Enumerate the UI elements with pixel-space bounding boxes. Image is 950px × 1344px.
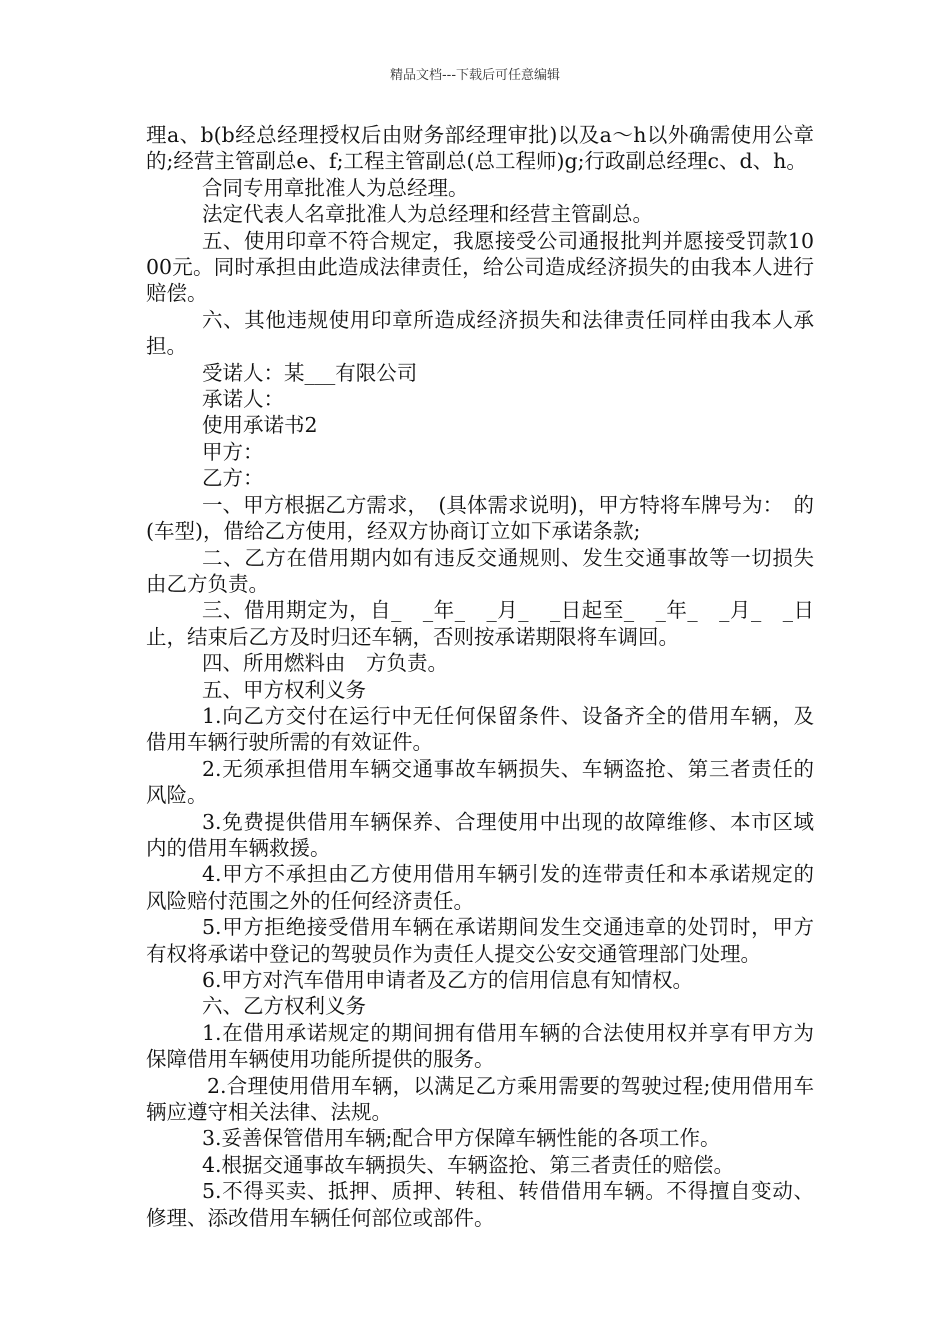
paragraph: 4.甲方不承担由乙方使用借用车辆引发的连带责任和本承诺规定的风险赔付范围之外的任何经济责任。	[146, 862, 814, 913]
paragraph: 合同专用章批准人为总经理。	[202, 175, 469, 200]
paragraph: 受诺人：某___有限公司	[202, 360, 418, 385]
paragraph: 二、乙方在借用期内如有违反交通规则、发生交通事故等一切损失由乙方负责。	[146, 545, 814, 596]
paragraph: 1.向乙方交付在运行中无任何保留条件、设备齐全的借用车辆，及借用车辆行驶所需的有效证件。	[146, 703, 814, 755]
paragraph: 使用承诺书2	[202, 413, 318, 438]
paragraph: 1.在借用承诺规定的期间拥有借用车辆的合法使用权并享有甲方为保障借用车辆使用功能所提供的服务。	[146, 1020, 814, 1072]
paragraph: 3.免费提供借用车辆保养、合理使用中出现的故障维修、本市区域内的借用车辆救援。	[146, 809, 814, 860]
paragraph: 5.甲方拒绝接受借用车辆在承诺期间发生交通违章的处罚时，甲方有权将承诺中登记的驾驶员作为责任人提交公安交通管理部门处理。	[146, 915, 814, 966]
paragraph: 六、乙方权利义务	[202, 994, 366, 1019]
paragraph: 2.合理使用借用车辆，以满足乙方乘用需要的驾驶过程;使用借用车辆应遵守相关法律、法规。	[146, 1073, 814, 1125]
paragraph: 五、甲方权利义务	[202, 677, 366, 702]
paragraph: 3.妥善保管借用车辆;配合甲方保障车辆性能的各项工作。	[202, 1126, 721, 1151]
paragraph: 六、其他违规使用印章所造成经济损失和法律责任同样由我本人承担。	[146, 307, 814, 359]
paragraph: 2.无须承担借用车辆交通事故车辆损失、车辆盗抢、第三者责任的风险。	[146, 756, 814, 808]
paragraph: 乙方：	[202, 466, 264, 491]
paragraph: 五、使用印章不符合规定，我愿接受公司通报批判并愿接受罚款1000元。同时承担由此造成法律责任，给公司造成经济损失的由我本人进行赔偿。	[146, 228, 814, 306]
paragraph: 理a、b(b经总经理授权后由财务部经理审批)以及a～h以外确需使用公章的;经营主管副总e、f;工程主管副总(总工程师)g;行政副总经理c、d、h。	[146, 123, 814, 174]
paragraph: 三、借用期定为，自_ _年_ _月_ _日起至_ _年_ _月_ _日止，结束后乙方及时归还车辆，否则按承诺期限将车调回。	[146, 598, 814, 649]
paragraph: 5.不得买卖、抵押、质押、转租、转借借用车辆。不得擅自变动、修理、添改借用车辆任何部位或部件。	[146, 1179, 814, 1230]
paragraph: 一、甲方根据乙方需求， (具体需求说明)，甲方特将车牌号为： 的 (车型)，借给乙方使用，经双方协商订立如下承诺条款;	[146, 492, 835, 544]
paragraph: 法定代表人名章批准人为总经理和经营主管副总。	[202, 202, 653, 227]
paragraph: 承诺人：	[202, 387, 284, 412]
paragraph: 4.根据交通事故车辆损失、车辆盗抢、第三者责任的赔偿。	[202, 1152, 735, 1177]
document-body	[146, 122, 835, 1231]
paragraph: 6.甲方对汽车借用申请者及乙方的信用信息有知情权。	[202, 968, 694, 992]
paragraph: 甲方：	[202, 439, 264, 464]
paragraph: 四、所用燃料由 方负责。	[202, 651, 448, 676]
page-header: 精品文档---下载后可任意编辑	[389, 68, 561, 83]
